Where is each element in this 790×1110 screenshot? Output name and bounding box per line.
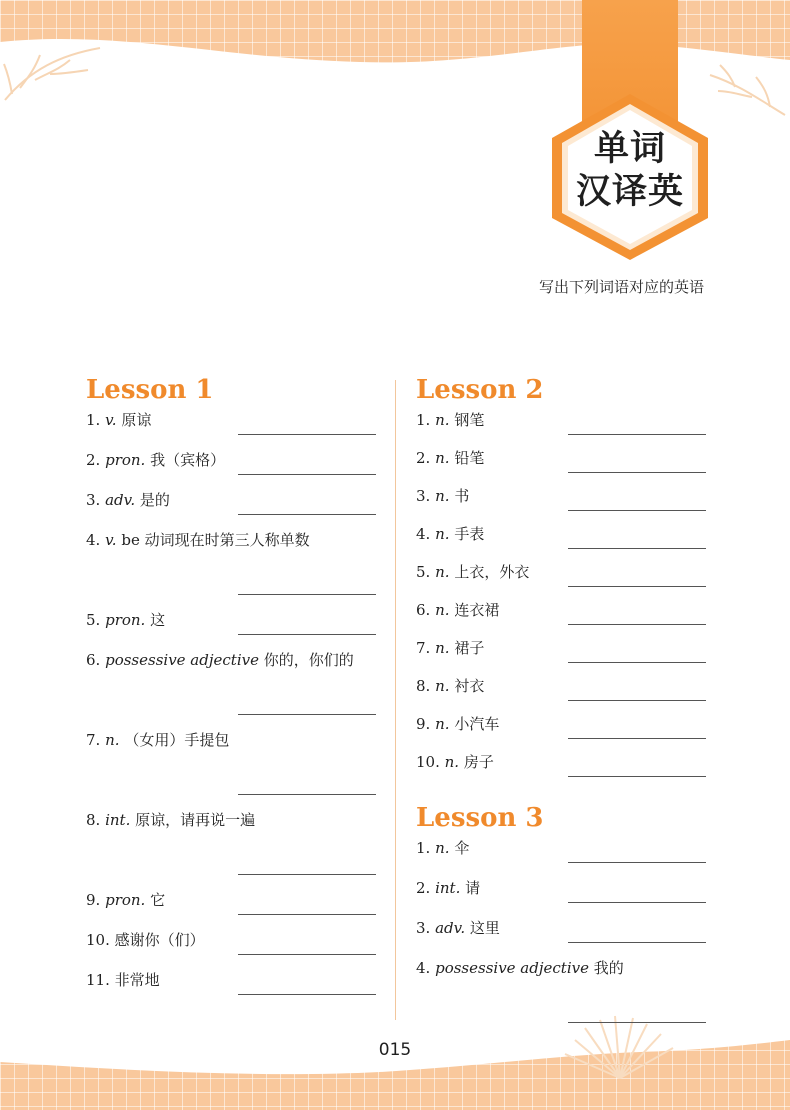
vocab-item xyxy=(86,970,376,1010)
chinese-word: （女用）手提包 xyxy=(124,731,230,749)
chinese-word: 非常地 xyxy=(114,971,160,989)
answer-line[interactable] xyxy=(238,994,376,995)
part-of-speech: v. xyxy=(105,411,117,429)
item-number: 9. xyxy=(86,891,101,909)
lesson-title: Lesson 3 xyxy=(416,803,544,833)
answer-line[interactable] xyxy=(568,624,706,625)
item-number: 8. xyxy=(416,677,431,695)
vocab-item xyxy=(86,530,376,610)
answer-line[interactable] xyxy=(568,662,706,663)
item-number: 9. xyxy=(416,715,431,733)
answer-line[interactable] xyxy=(568,510,706,511)
vocab-item xyxy=(86,410,376,450)
chinese-word: 书 xyxy=(454,487,470,505)
answer-line[interactable] xyxy=(238,594,376,595)
vocab-item xyxy=(86,650,376,730)
vocab-item xyxy=(86,450,376,490)
item-number: 10. xyxy=(416,753,440,771)
chinese-word: 请 xyxy=(465,879,481,897)
part-of-speech: n. xyxy=(435,449,450,467)
item-number: 11. xyxy=(86,971,110,989)
answer-line[interactable] xyxy=(568,942,706,943)
vocab-item xyxy=(86,610,376,650)
vocab-item xyxy=(416,752,706,790)
answer-line[interactable] xyxy=(238,434,376,435)
part-of-speech: pron. xyxy=(105,451,146,469)
vocab-item xyxy=(416,878,706,918)
part-of-speech: n. xyxy=(435,563,450,581)
answer-line[interactable] xyxy=(238,514,376,515)
item-number: 1. xyxy=(416,839,431,857)
item-number: 6. xyxy=(416,601,431,619)
answer-line[interactable] xyxy=(238,874,376,875)
item-number: 1. xyxy=(86,411,101,429)
vocab-item xyxy=(86,810,376,890)
chinese-word: 我（宾格） xyxy=(150,451,226,469)
part-of-speech: n. xyxy=(435,601,450,619)
item-number: 2. xyxy=(416,449,431,467)
part-of-speech: n. xyxy=(435,639,450,657)
chinese-word: 你的，你们的 xyxy=(263,651,354,669)
answer-line[interactable] xyxy=(238,634,376,635)
item-number: 4. xyxy=(86,531,101,549)
item-number: 3. xyxy=(416,919,431,937)
vocab-item xyxy=(86,730,376,810)
chinese-word: 这里 xyxy=(469,919,500,937)
item-number: 5. xyxy=(416,563,431,581)
vocab-item xyxy=(416,676,706,714)
chinese-word: 伞 xyxy=(454,839,470,857)
page-number: 015 xyxy=(378,1040,412,1060)
heading-line-2: 汉译英 xyxy=(575,172,684,212)
part-of-speech: n. xyxy=(435,487,450,505)
chinese-word: 衬衣 xyxy=(454,677,485,695)
answer-line[interactable] xyxy=(568,776,706,777)
item-number: 5. xyxy=(86,611,101,629)
part-of-speech: int. xyxy=(105,811,131,829)
item-number: 3. xyxy=(86,491,101,509)
part-of-speech: possessive adjective xyxy=(435,959,589,977)
answer-line[interactable] xyxy=(568,586,706,587)
chinese-word: be 动词现在时第三人称单数 xyxy=(121,531,310,549)
answer-line[interactable] xyxy=(568,1022,706,1023)
item-number: 7. xyxy=(86,731,101,749)
answer-line[interactable] xyxy=(568,738,706,739)
lesson-title: Lesson 2 xyxy=(416,375,544,405)
item-number: 4. xyxy=(416,525,431,543)
part-of-speech: v. xyxy=(105,531,117,549)
answer-line[interactable] xyxy=(238,794,376,795)
chinese-word: 铅笔 xyxy=(454,449,485,467)
item-number: 2. xyxy=(416,879,431,897)
part-of-speech: adv. xyxy=(105,491,136,509)
chinese-word: 我的 xyxy=(593,959,624,977)
vocab-item xyxy=(416,562,706,600)
answer-line[interactable] xyxy=(568,902,706,903)
vocab-item xyxy=(86,490,376,530)
part-of-speech: n. xyxy=(105,731,120,749)
answer-line[interactable] xyxy=(568,472,706,473)
vocab-item xyxy=(416,600,706,638)
item-number: 10. xyxy=(86,931,110,949)
vocab-item xyxy=(416,918,706,958)
vocab-item xyxy=(416,410,706,448)
part-of-speech: adv. xyxy=(435,919,466,937)
chinese-word: 小汽车 xyxy=(454,715,500,733)
part-of-speech: n. xyxy=(435,411,450,429)
instruction-text: 写出下列词语对应的英语 xyxy=(538,278,704,296)
answer-line[interactable] xyxy=(568,434,706,435)
chinese-word: 上衣，外衣 xyxy=(454,563,530,581)
answer-line[interactable] xyxy=(568,862,706,863)
answer-line[interactable] xyxy=(238,714,376,715)
item-number: 3. xyxy=(416,487,431,505)
chinese-word: 裙子 xyxy=(454,639,485,657)
lesson-2-section xyxy=(416,370,706,1038)
item-number: 1. xyxy=(416,411,431,429)
answer-line[interactable] xyxy=(568,700,706,701)
part-of-speech: n. xyxy=(435,715,450,733)
part-of-speech: pron. xyxy=(105,891,146,909)
item-number: 7. xyxy=(416,639,431,657)
column-divider xyxy=(395,380,396,1020)
item-number: 8. xyxy=(86,811,101,829)
chinese-word: 感谢你（们） xyxy=(114,931,205,949)
vocab-item xyxy=(416,638,706,676)
chinese-word: 连衣裙 xyxy=(454,601,500,619)
answer-line[interactable] xyxy=(238,954,376,955)
answer-line[interactable] xyxy=(238,474,376,475)
chinese-word: 是的 xyxy=(139,491,170,509)
leaf-decoration-top-left xyxy=(0,30,110,110)
lesson-1-section xyxy=(86,370,376,1010)
part-of-speech: n. xyxy=(435,525,450,543)
chinese-word: 手表 xyxy=(454,525,485,543)
heading-line-1: 单词 xyxy=(593,129,666,169)
vocab-item xyxy=(416,714,706,752)
vocab-item xyxy=(86,890,376,930)
item-number: 6. xyxy=(86,651,101,669)
chinese-word: 这 xyxy=(150,611,166,629)
vocab-item xyxy=(86,930,376,970)
part-of-speech: possessive adjective xyxy=(105,651,259,669)
vocab-item xyxy=(416,958,706,1038)
chinese-word: 原谅，请再说一遍 xyxy=(135,811,256,829)
chinese-word: 原谅 xyxy=(121,411,152,429)
part-of-speech: int. xyxy=(435,879,461,897)
vocab-item xyxy=(416,524,706,562)
chinese-word: 钢笔 xyxy=(454,411,485,429)
vocab-item xyxy=(416,448,706,486)
vocab-item xyxy=(416,486,706,524)
lesson-title: Lesson 1 xyxy=(86,375,214,405)
vocab-item xyxy=(416,838,706,878)
part-of-speech: n. xyxy=(435,677,450,695)
chinese-word: 房子 xyxy=(463,753,494,771)
answer-line[interactable] xyxy=(568,548,706,549)
section-heading xyxy=(548,128,712,214)
lesson-3-section xyxy=(416,798,706,1038)
item-number: 2. xyxy=(86,451,101,469)
part-of-speech: n. xyxy=(444,753,460,771)
answer-line[interactable] xyxy=(238,914,376,915)
part-of-speech: n. xyxy=(435,839,450,857)
chinese-word: 它 xyxy=(150,891,166,909)
part-of-speech: pron. xyxy=(105,611,146,629)
item-number: 4. xyxy=(416,959,431,977)
